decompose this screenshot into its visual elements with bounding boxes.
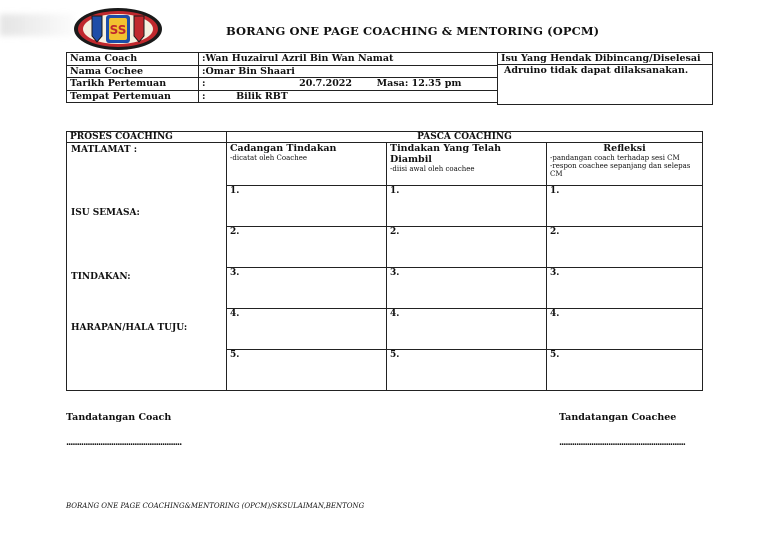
footer-text: BORANG ONE PAGE COACHING&MENTORING (OPCM)/SKSULAIMAN,BENTONG <box>66 502 365 510</box>
row-number: 5. <box>387 350 547 391</box>
issue-table <box>497 52 713 105</box>
coach-signature-label: Tandatangan Coach <box>66 412 172 423</box>
row-number: 4. <box>387 309 547 350</box>
coachee-value: :Omar Bin Shaari <box>199 65 498 78</box>
row-number: 1. <box>227 186 387 227</box>
issue-label: Isu Yang Hendak Dibincang/Diselesai <box>498 53 713 65</box>
action-taken-header <box>387 143 547 186</box>
process-column <box>67 143 227 391</box>
process-header: PROSES COACHING <box>67 132 227 143</box>
hope-label: HARAPAN/HALA TUJU: <box>71 323 188 333</box>
row-number: 4. <box>227 309 387 350</box>
scan-smudge <box>0 14 75 36</box>
time-value: Masa: 12.35 pm <box>376 78 462 89</box>
coachee-signature-label: Tandatangan Coachee <box>559 412 677 423</box>
coach-label: Nama Coach <box>67 53 199 66</box>
date-colon: : <box>202 78 206 89</box>
row-number: 1. <box>387 186 547 227</box>
reflection-header <box>547 143 703 186</box>
row-number: 3. <box>547 268 703 309</box>
row-number: 4. <box>547 309 703 350</box>
issue-value: Adruino tidak dapat dilaksanakan. <box>498 65 713 105</box>
row-number: 3. <box>227 268 387 309</box>
row-number: 2. <box>387 227 547 268</box>
place-cell <box>199 90 498 103</box>
col-sub: -pandangan coach terhadap sesi CM <box>550 154 680 162</box>
coachee-signature-line: ........................................................... <box>559 438 685 448</box>
col-title: Refleksi <box>603 143 646 154</box>
col-sub: -diisi awal oleh coachee <box>390 165 475 173</box>
col-title: Cadangan Tindakan <box>230 143 337 154</box>
row-number: 1. <box>547 186 703 227</box>
row-number: 2. <box>227 227 387 268</box>
date-label: Tarikh Pertemuan <box>67 78 199 91</box>
place-label: Tempat Pertemuan <box>67 90 199 103</box>
coaching-table <box>66 131 703 391</box>
svg-text:SS: SS <box>109 23 127 37</box>
row-number: 5. <box>547 350 703 391</box>
post-header: PASCA COACHING <box>227 132 703 143</box>
info-table <box>66 52 498 103</box>
col-sub: -dicatat oleh Coachee <box>230 154 307 162</box>
date-value: 20.7.2022 <box>299 78 353 89</box>
date-cell <box>199 78 498 91</box>
place-colon: : <box>202 90 206 102</box>
place-value: Bilik RBT <box>236 90 288 102</box>
row-number: 3. <box>387 268 547 309</box>
row-number: 2. <box>547 227 703 268</box>
col-sub: -respon coachee sepanjang dan selepas CM <box>550 162 691 178</box>
action-label: TINDAKAN: <box>71 272 131 282</box>
suggested-action-header <box>227 143 387 186</box>
current-issue-label: ISU SEMASA: <box>71 208 140 218</box>
coachee-label: Nama Cochee <box>67 65 199 78</box>
goal-label: MATLAMAT : <box>71 145 138 155</box>
coach-value: :Wan Huzairul Azril Bin Wan Namat <box>199 53 498 66</box>
row-number: 5. <box>227 350 387 391</box>
col-title: Tindakan Yang Telah Diambil <box>390 143 502 165</box>
page-title: BORANG ONE PAGE COACHING & MENTORING (OPCM) <box>226 24 600 38</box>
school-badge-logo <box>72 6 164 52</box>
coach-signature-line: ...................................................... <box>66 438 182 448</box>
